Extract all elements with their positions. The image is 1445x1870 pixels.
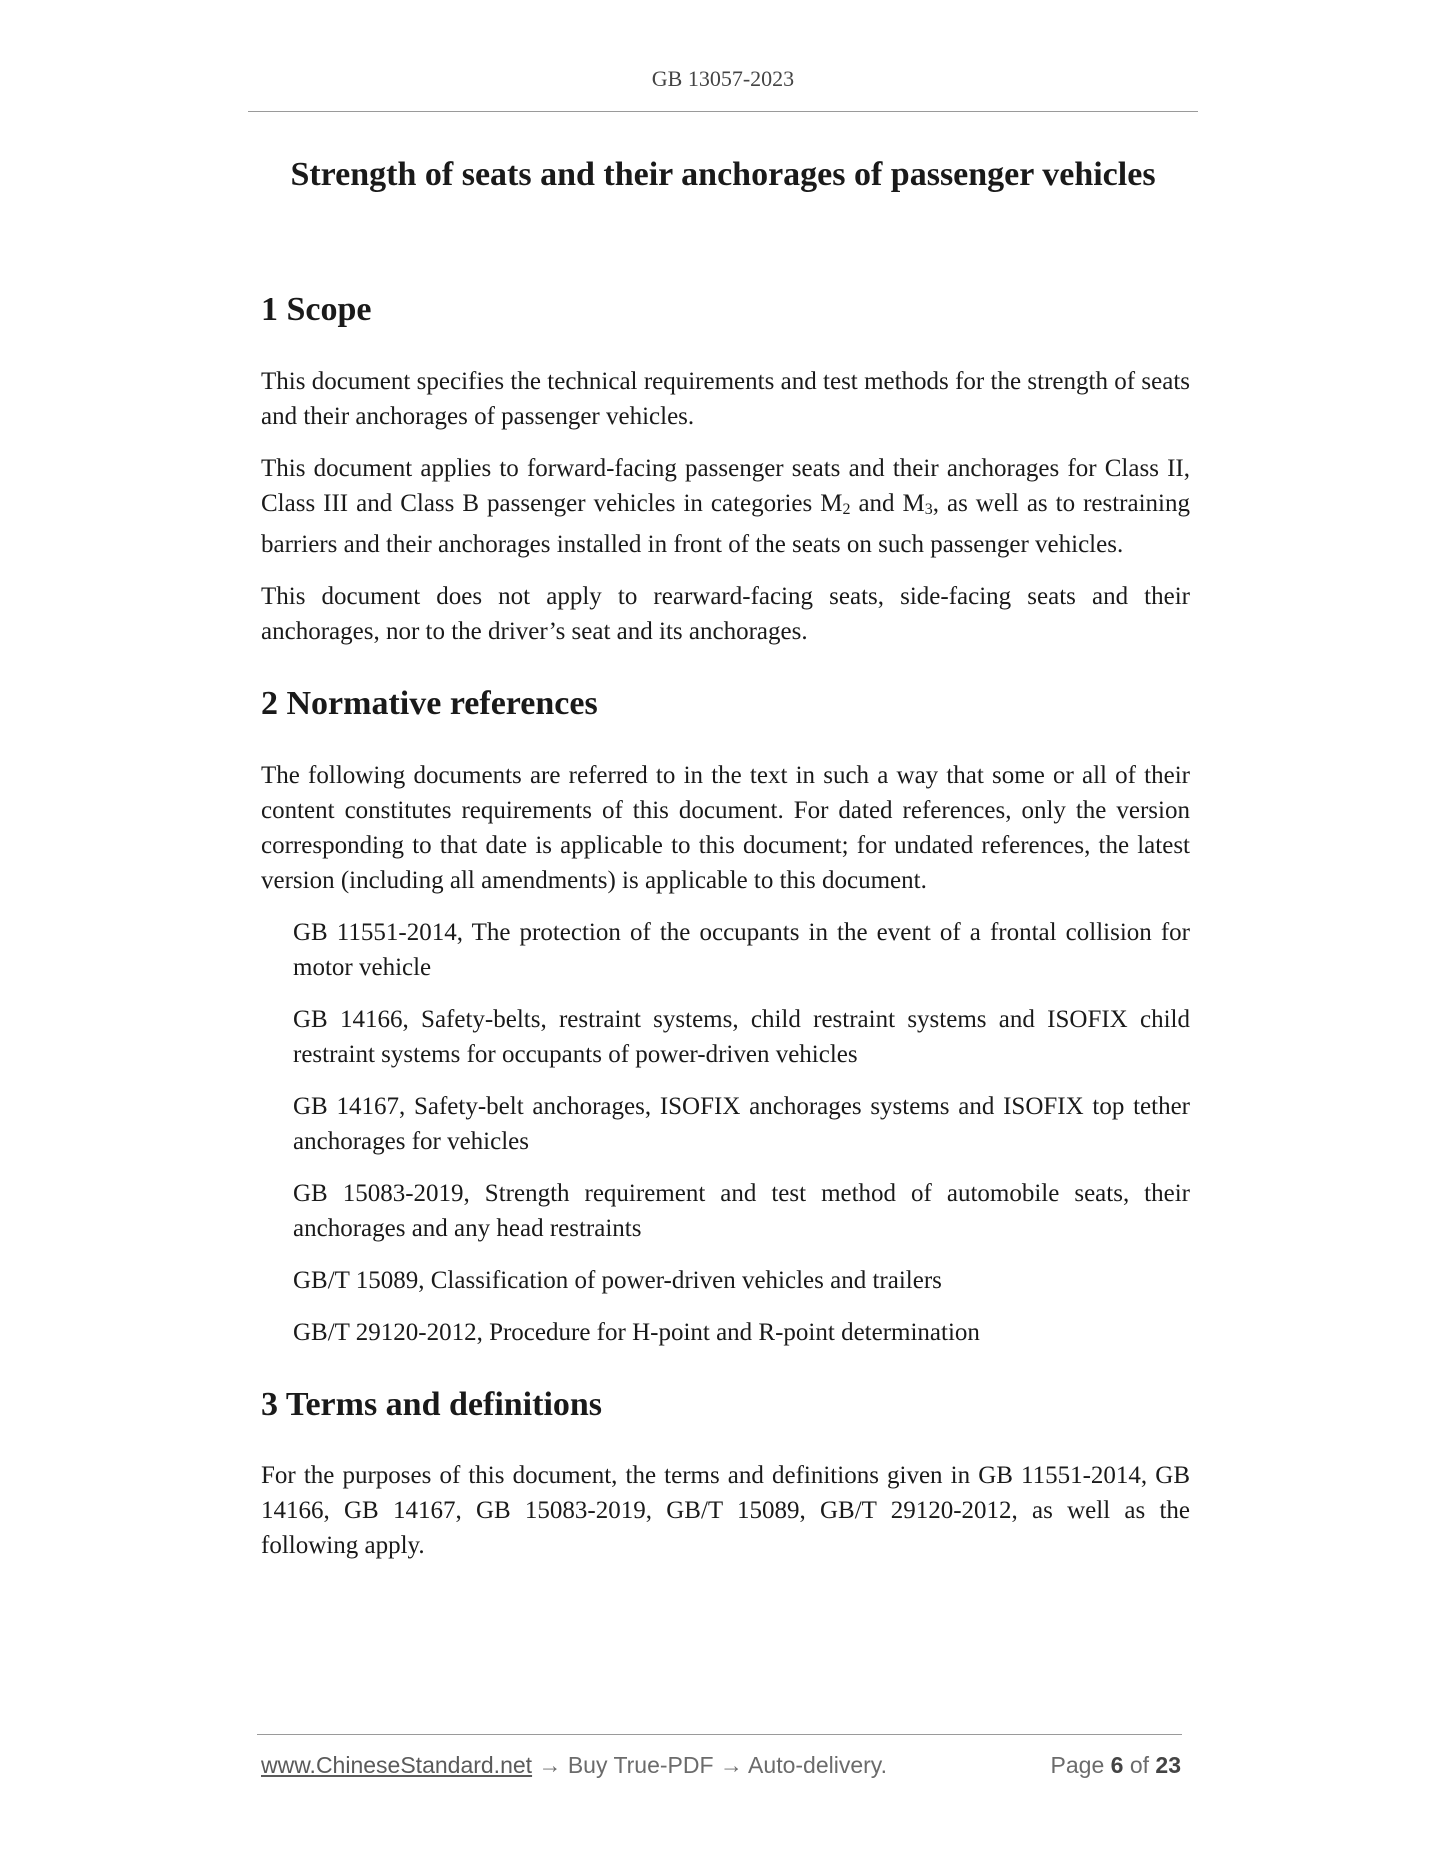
header-divider <box>248 111 1198 112</box>
subscript-2: 2 <box>842 500 851 518</box>
scope-paragraph-1: This document specifies the technical requirements and test methods for the strength of seats and their anchorages of passenger vehicles. <box>261 367 1190 430</box>
terms-paragraph-1: For the purposes of this document, the terms and definitions given in GB 11551-2014, GB 14166, GB 14167, GB 15083-2019, GB/T 15089, GB/T 29120-2012, as well as the following apply. <box>261 1462 1190 1560</box>
running-header: GB 13057-2023 <box>651 66 795 91</box>
section-heading-scope: 1 Scope <box>261 291 372 328</box>
reference-item: GB 14167, Safety-belt anchorages, ISOFIX anchorages systems and ISOFIX top tether anchorages for vehicles <box>293 1092 1190 1155</box>
reference-item: GB/T 15089, Classification of power-driven vehicles and trailers <box>293 1266 942 1294</box>
normative-intro-paragraph: The following documents are referred to in the text in such a way that some or all of their content constitutes requirements of this document. For dated references, only the version corresponding to that date is applicable to this document; for undated references, the latest version (including all amendments) is applicable to this document. <box>261 761 1190 894</box>
section-heading-normative-references: 2 Normative references <box>261 684 598 722</box>
scope-paragraph-2-part-b: and M <box>850 489 925 517</box>
reference-item: GB 14166, Safety-belts, restraint systems, child restraint systems and ISOFIX child restraint systems for occupants of power-driven vehicles <box>293 1005 1190 1068</box>
document-title: Strength of seats and their anchorages of passenger vehicles <box>290 156 1156 193</box>
scope-paragraph-2-part-a: This document applies to forward-facing passenger seats and their anchorages for Class II, Class III and Class B passenger vehicles in categories M <box>261 454 1190 517</box>
scope-paragraph-3: This document does not apply to rearward-facing seats, side-facing seats and their anchorages, nor to the driver’s seat and its anchorages. <box>261 582 1190 645</box>
page-of-word: of <box>1123 1752 1156 1778</box>
reference-item: GB/T 29120-2012, Procedure for H-point and R-point determination <box>293 1318 980 1346</box>
reference-item: GB 11551-2014, The protection of the occupants in the event of a frontal collision for motor vehicle <box>293 918 1190 981</box>
page-total: 23 <box>1155 1752 1181 1778</box>
section-heading-terms-definitions: 3 Terms and definitions <box>261 1385 603 1423</box>
page-number <box>1051 1752 1181 1779</box>
reference-item: GB 15083-2019, Strength requirement and test method of automobile seats, their anchorages and any head restraints <box>293 1179 1190 1242</box>
document-body <box>261 290 1190 1563</box>
scope-paragraph-2 <box>261 451 1190 562</box>
page-current: 6 <box>1110 1752 1124 1778</box>
footer-buy-text: → Buy True-PDF → Auto-delivery. <box>532 1752 887 1778</box>
footer-promo <box>261 1752 887 1779</box>
footer-divider <box>257 1734 1182 1735</box>
scope-paragraph-2-part-c: , as well as to restraining barriers and their anchorages installed in front of the seats on such passenger vehicles. <box>261 489 1190 558</box>
page-word: Page <box>1050 1752 1111 1778</box>
website-link[interactable]: www.ChineseStandard.net <box>261 1752 533 1778</box>
subscript-3: 3 <box>924 500 933 518</box>
